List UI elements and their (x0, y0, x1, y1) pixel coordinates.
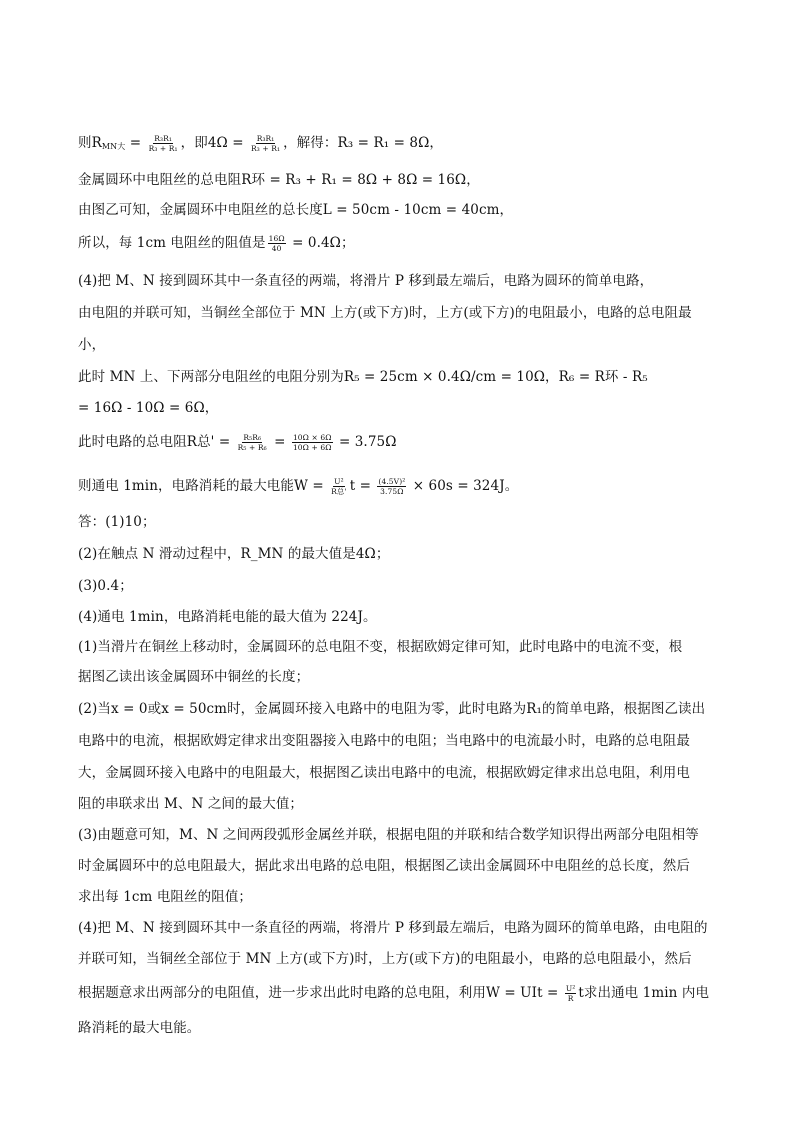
subscript: MN大 (101, 142, 126, 151)
text: = (125, 135, 146, 151)
numerator: U² (334, 477, 344, 486)
text: 则通电 1min，电路消耗的最大电能W = (78, 478, 329, 494)
solution-line-8: 此时 MN 上、下两部分电阻丝的电阻分别为R₅ = 25cm × 0.4Ω/cm = 10Ω，R₆ = R环 - R₅ (78, 369, 648, 385)
analysis-line-11: 并联可知，当铜丝全部位于 MN 上方(或下方)时，上方(或下方)的电阻最小，电路的总电阻最小，然后 (78, 951, 692, 967)
analysis-line-7: (3)由题意可知，M、N 之间两段弧形金属丝并联，根据电阻的并联和结合数学知识得出两部分电阻相等 (78, 827, 699, 843)
analysis-line-10: (4)把 M、N 接到圆环其中一条直径的两端，将滑片 P 移到最左端后，电路为圆环的简单电路，由电阻的 (78, 920, 708, 936)
text: = 0.4Ω； (287, 235, 355, 251)
text: = 3.75Ω (334, 434, 397, 450)
answer-line-2: (2)在触点 N 滑动过程中，R_MN 的最大值是4Ω； (78, 546, 390, 562)
text: ，解得：R₃ = R₁ = 8Ω， (283, 135, 444, 151)
analysis-line-12 (78, 983, 718, 1003)
analysis-line-5: 大，金属圆环接入电路中的电阻最大，根据图乙读出电路中的电流，根据欧姆定律求出总电阻，利用电 (78, 765, 690, 781)
text: = (269, 434, 290, 450)
analysis-line-2: 据图乙读出该金属圆环中铜丝的长度； (78, 669, 310, 685)
solution-line-2: 金属圆环中电阻丝的总电阻R环 = R₃ + R₁ = 8Ω + 8Ω = 16Ω， (78, 172, 480, 188)
text: ，即4Ω = (180, 135, 249, 151)
numerator: 10Ω × 6Ω (292, 433, 332, 442)
denominator: R (567, 994, 574, 1003)
fraction (250, 134, 281, 153)
numerator: R₃R₁ (256, 134, 275, 143)
denominator: R₃ + R₁ (251, 144, 281, 153)
denominator: R₃ + R₁ (148, 144, 178, 153)
denominator: 40 (271, 244, 282, 253)
solution-line-6: 由电阻的并联可知，当铜丝全部位于 MN 上方(或下方)时，上方(或下方)的电阻最小，电路的总电阻最 (78, 305, 692, 321)
solution-line-5: (4)把 M、N 接到圆环其中一条直径的两端，将滑片 P 移到最左端后，电路为圆环的简单电路， (78, 273, 654, 289)
denominator: R总' (331, 487, 347, 496)
fraction (377, 477, 406, 496)
text: 根据题意求出两部分的电阻值，进一步求出此时电路的总电阻，利用W = UIt = (78, 985, 563, 1001)
solution-line-9: = 16Ω - 10Ω = 6Ω， (78, 400, 219, 416)
solution-line-7: 小， (78, 337, 106, 353)
text: 则R (78, 135, 102, 151)
analysis-line-6: 阻的串联求出 M、N 之间的最大值； (78, 796, 304, 812)
fraction (292, 433, 333, 452)
solution-line-1 (78, 133, 718, 157)
solution-line-11 (78, 476, 718, 496)
solution-line-10 (78, 432, 718, 452)
solution-line-3: 由图乙可知，金属圆环中电阻丝的总长度L = 50cm - 10cm = 40cm， (78, 202, 514, 218)
analysis-line-1: (1)当滑片在铜丝上移动时，金属圆环的总电阻不变，根据欧姆定律可知，此时电路中的电流不变，根 (78, 639, 683, 655)
solution-line-4 (78, 233, 718, 253)
text: t求出通电 1min 内电 (578, 985, 710, 1001)
denominator: R₅ + R₆ (237, 443, 267, 452)
analysis-line-9: 求出每 1cm 电阻丝的阻值； (78, 889, 253, 905)
text: t = (349, 478, 376, 494)
fraction (237, 433, 268, 452)
fraction (148, 134, 179, 153)
answer-line-1: 答：(1)10； (78, 514, 156, 530)
denominator: 3.75Ω (380, 487, 404, 496)
numerator: R₃R₁ (154, 134, 172, 143)
analysis-line-13: 路消耗的最大电能。 (78, 1020, 201, 1036)
text: 所以，每 1cm 电阻丝的阻值是 (78, 235, 266, 251)
numerator: U² (565, 984, 576, 993)
text: 此时电路的总电阻R总' = (78, 434, 235, 450)
answer-line-4: (4)通电 1min，电路消耗电能的最大值为 224J。 (78, 609, 377, 625)
analysis-line-4: 电路中的电流，根据欧姆定律求出变阻器接入电路中的电阻；当电路中的电流最小时，电路的总电阻最 (78, 733, 690, 749)
numerator: R₅R₆ (243, 433, 262, 442)
fraction (330, 477, 348, 496)
text: × 60s = 324J。 (408, 478, 519, 494)
numerator: 16Ω (268, 234, 285, 243)
fraction (565, 984, 577, 1003)
answer-line-3: (3)0.4； (78, 578, 133, 594)
analysis-line-8: 时金属圆环中的总电阻最大，据此求出电路的总电阻，根据图乙读出金属圆环中电阻丝的总长度，然后 (78, 858, 690, 874)
fraction (268, 234, 286, 253)
numerator: (4.5V)² (378, 477, 406, 486)
denominator: 10Ω + 6Ω (292, 443, 332, 452)
analysis-line-3: (2)当x = 0或x = 50cm时，金属圆环接入电路中的电阻为零，此时电路为R₁的简单电路，根据图乙读出 (78, 701, 706, 717)
